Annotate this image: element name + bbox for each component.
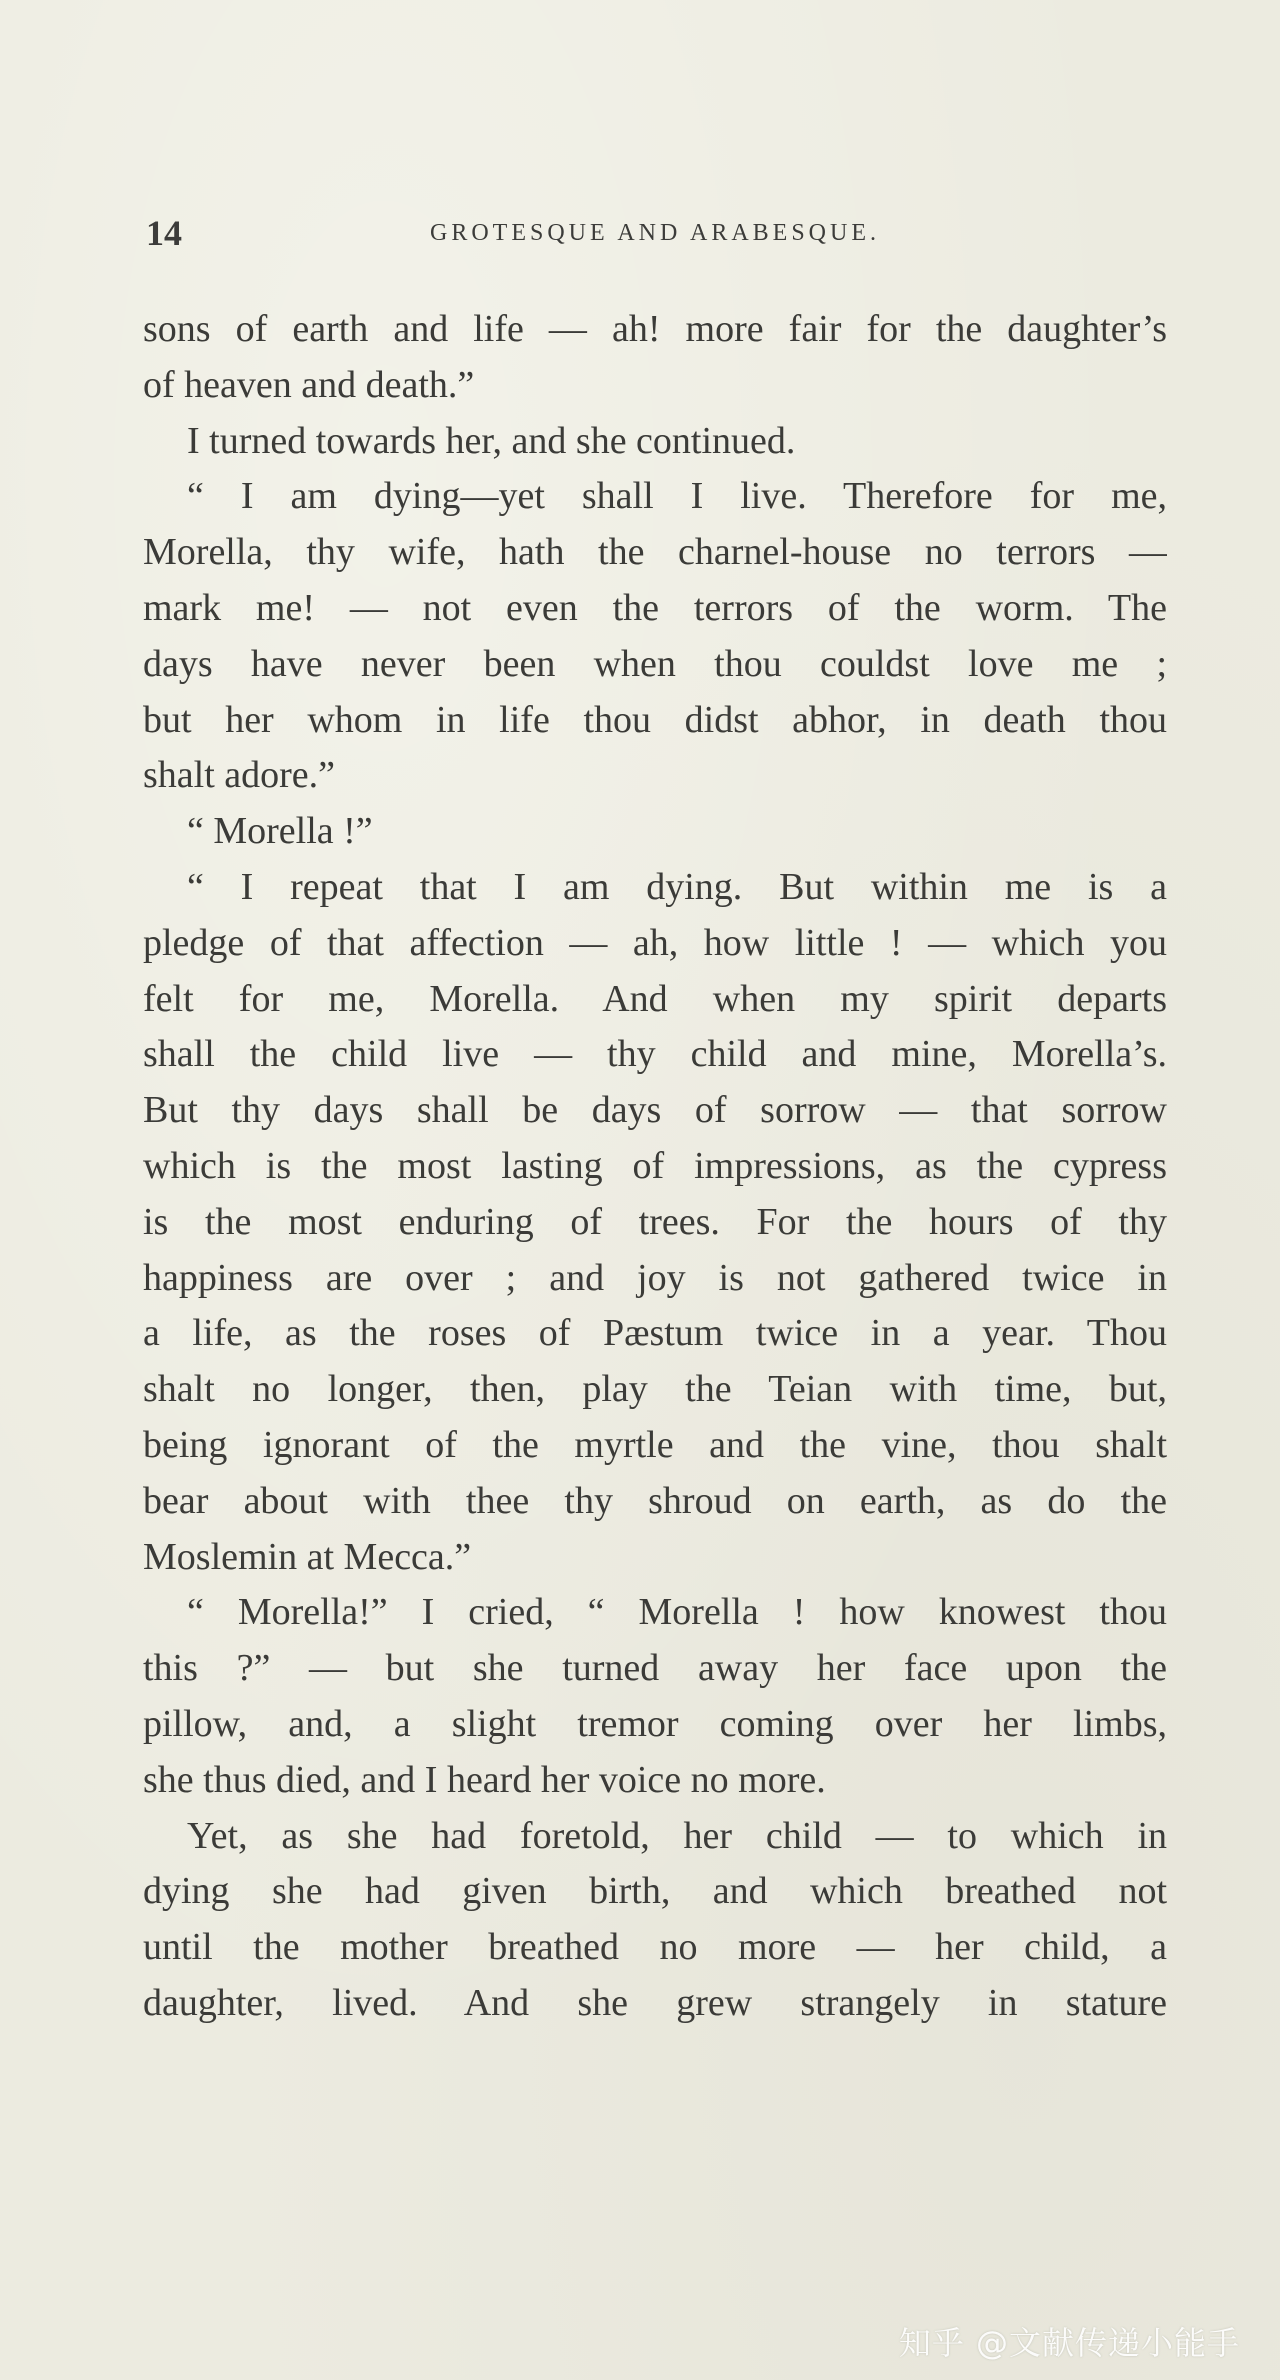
- text-line: days have never been when thou couldst love me ;: [143, 642, 1167, 685]
- text-line: mark me! — not even the terrors of the worm. The: [143, 586, 1167, 629]
- text-line: I turned towards her, and she continued.: [187, 419, 796, 462]
- text-line: is the most enduring of trees. For the hours of thy: [143, 1200, 1167, 1243]
- text-line: this ?” — but she turned away her face upon the: [143, 1647, 1167, 1690]
- text-line: shalt no longer, then, play the Teian with time, but,: [143, 1368, 1167, 1411]
- text-line: shalt adore.”: [143, 754, 336, 797]
- text-line: “ Morella!” I cried, “ Morella ! how knowest thou: [187, 1591, 1167, 1634]
- text-line: of heaven and death.”: [143, 363, 475, 406]
- text-line: “ I am dying—yet shall I live. Therefore for me,: [187, 475, 1167, 518]
- text-line: Morella, thy wife, hath the charnel-house no terrors —: [143, 531, 1167, 574]
- body-text: [143, 302, 1167, 2032]
- text-line: sons of earth and life — ah! more fair for the daughter’s: [143, 308, 1167, 350]
- page-number: 14: [146, 213, 182, 253]
- text-line: Yet, as she had foretold, her child — to which in: [187, 1814, 1167, 1857]
- text-line: daughter, lived. And she grew strangely in stature: [143, 1981, 1167, 2024]
- text-line: until the mother breathed no more — her child, a: [143, 1926, 1167, 1969]
- text-line: pledge of that affection — ah, how little ! — which you: [143, 921, 1167, 964]
- page-header: [140, 212, 1170, 260]
- text-line: felt for me, Morella. And when my spirit departs: [143, 977, 1167, 1020]
- text-line: which is the most lasting of impressions, as the cypress: [143, 1144, 1167, 1187]
- text-line: but her whom in life thou didst abhor, in death thou: [143, 698, 1167, 741]
- text-line: “ I repeat that I am dying. But within me is a: [187, 865, 1167, 908]
- running-title: GROTESQUE AND ARABESQUE.: [429, 220, 881, 246]
- text-line: shall the child live — thy child and mine, Morella’s.: [143, 1033, 1167, 1076]
- text-line: dying she had given birth, and which breathed not: [143, 1870, 1167, 1913]
- text-line: a life, as the roses of Pæstum twice in a year. Thou: [143, 1312, 1167, 1355]
- watermark-text: 知乎 @文献传递小能手: [898, 2324, 1240, 2362]
- text-line: Moslemin at Mecca.”: [143, 1535, 472, 1578]
- text-line: “ Morella !”: [187, 810, 373, 853]
- text-line: happiness are over ; and joy is not gathered twice in: [143, 1256, 1167, 1299]
- text-line: But thy days shall be days of sorrow — that sorrow: [143, 1089, 1167, 1132]
- text-line: being ignorant of the myrtle and the vine, thou shalt: [143, 1423, 1167, 1466]
- text-line: bear about with thee thy shroud on earth, as do the: [143, 1479, 1167, 1522]
- text-line: she thus died, and I heard her voice no more.: [143, 1758, 826, 1801]
- text-line: pillow, and, a slight tremor coming over her limbs,: [143, 1702, 1167, 1745]
